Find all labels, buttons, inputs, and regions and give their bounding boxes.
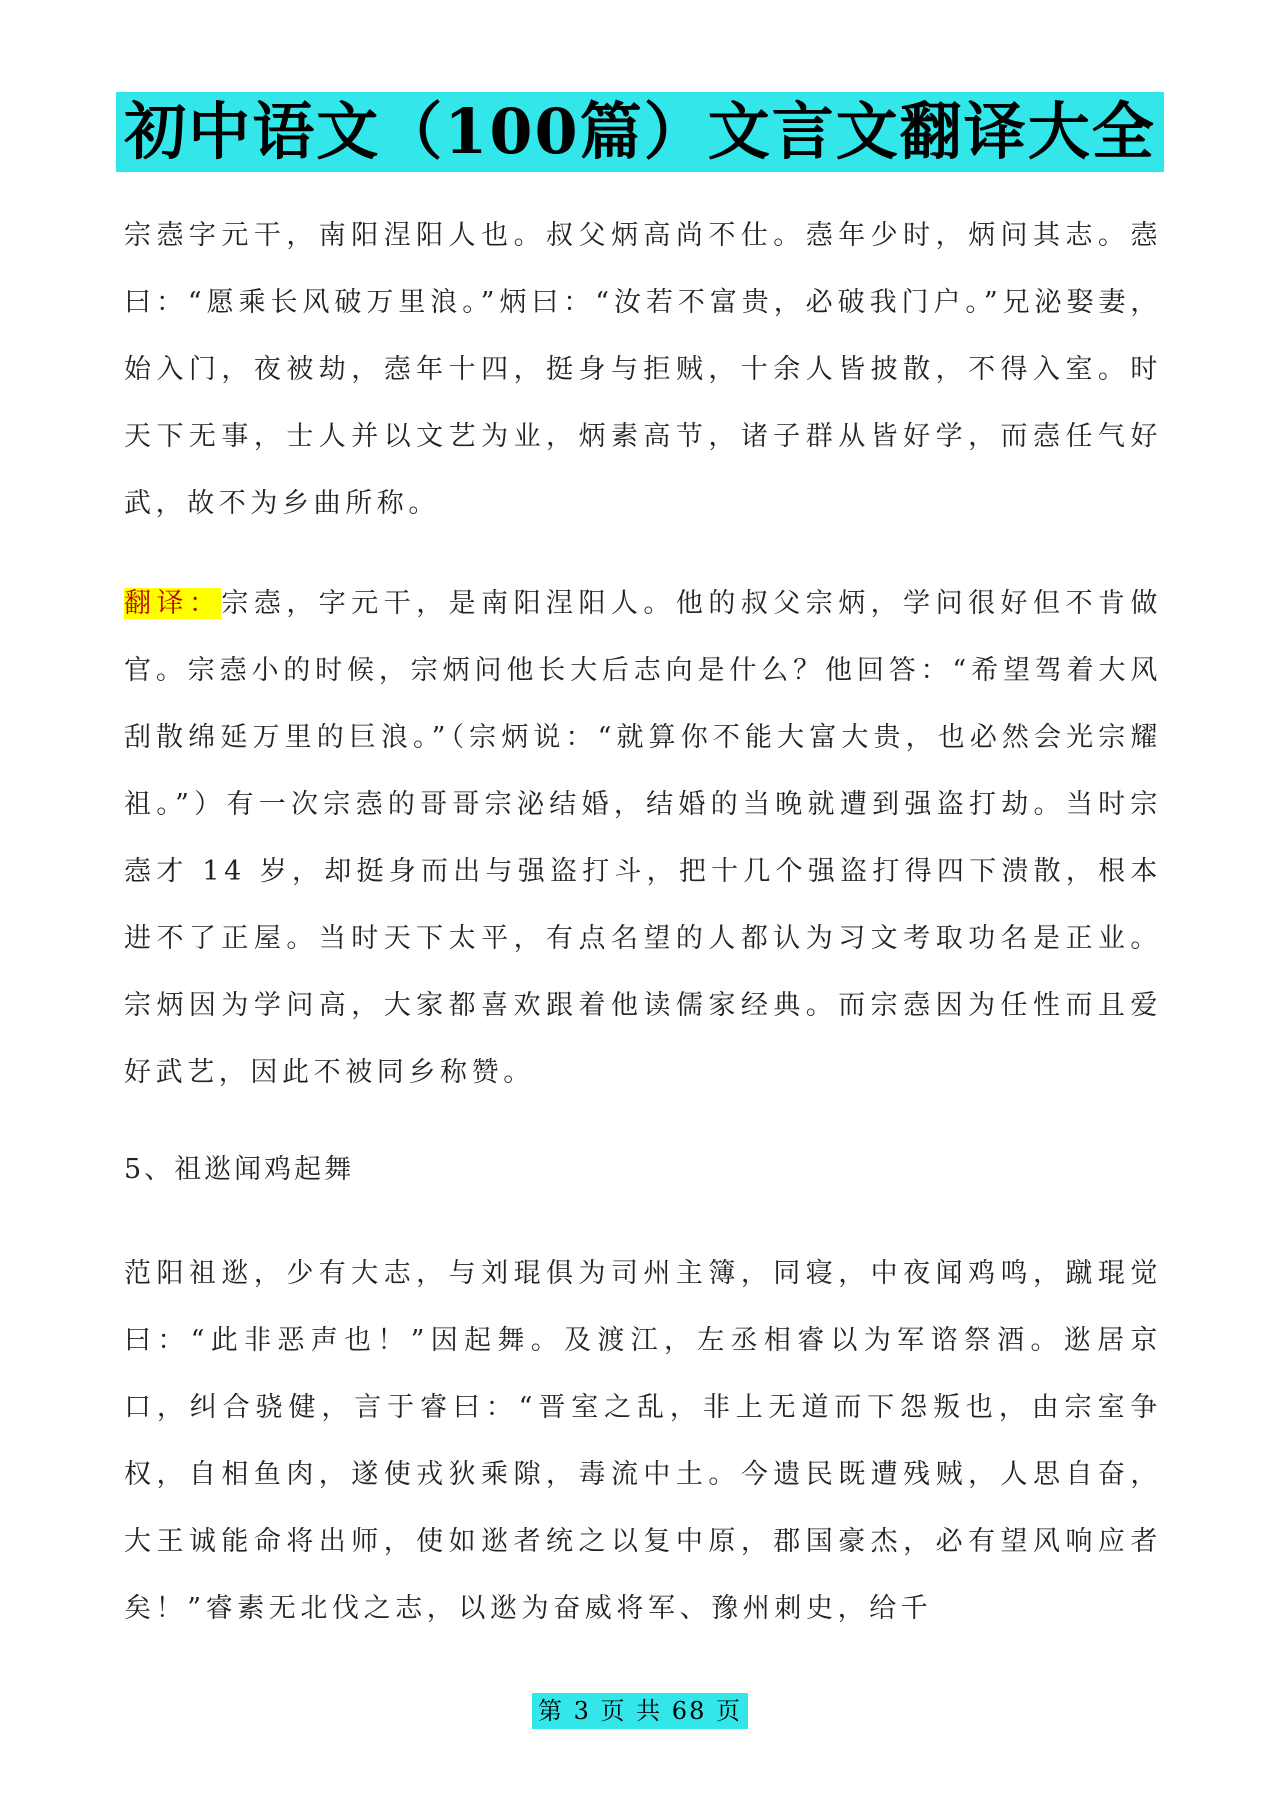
page-title: 初中语文（100篇）文言文翻译大全 xyxy=(116,92,1163,172)
footer-area xyxy=(0,1693,1280,1729)
section-original: 范阳祖逖，少有大志，与刘琨俱为司州主簿，同寝，中夜闻鸡鸣，蹴琨觉曰：“此非恶声也！”因起舞。及渡江，左丞相睿以为军谘祭酒。逖居京口，纠合骁健，言于睿曰：“晋室之乱，非上无道而下怨叛也，由宗室争权，自相鱼肉，遂使戎狄乘隙，毒流中土。今遗民既遭残贼，人思自奋，大王诚能命将出师，使如逖者统之以复中原，郡国豪杰，必有望风响应者矣！”睿素无北伐之志，以逖为奋威将军、豫州刺史，给千 xyxy=(124,1258,1162,1624)
section-heading: 5、祖逖闻鸡起舞 xyxy=(124,1154,355,1185)
passage-original: 宗悫字元干，南阳涅阳人也。叔父炳高尚不仕。悫年少时，炳问其志。悫曰：“愿乘长风破万里浪。”炳曰：“汝若不富贵，必破我门户。”兄泌娶妻，始入门，夜被劫，悫年十四，挺身与拒贼，十余人皆披散，不得入室。时天下无事，士人并以文艺为业，炳素高节，诸子群从皆好学，而悫任气好武，故不为乡曲所称。 xyxy=(124,220,1162,519)
title-area xyxy=(0,92,1280,172)
page-number: 第 3 页 共 68 页 xyxy=(532,1693,748,1729)
translation-label: 翻译： xyxy=(124,588,222,619)
translation-text: 宗悫，字元干，是南阳涅阳人。他的叔父宗炳，学问很好但不肯做官。宗悫小的时候，宗炳问他长大后志向是什么？他回答：“希望驾着大风刮散绵延万里的巨浪。”（宗炳说：“就算你不能大富大贵，也必然会光宗耀祖。”）有一次宗悫的哥哥宗泌结婚，结婚的当晚就遭到强盗打劫。当时宗悫才 14 岁，却挺身而出与强盗打斗，把十几个强盗打得四下溃散，根本进不了正屋。当时天下太平，有点名望的人都认为习文考取功名是正业。宗炳因为学问高，大家都喜欢跟着他读儒家经典。而宗悫因为任性而且爱好武艺，因此不被同乡称赞。 xyxy=(124,588,1162,1088)
translation-paragraph xyxy=(124,570,1162,1106)
